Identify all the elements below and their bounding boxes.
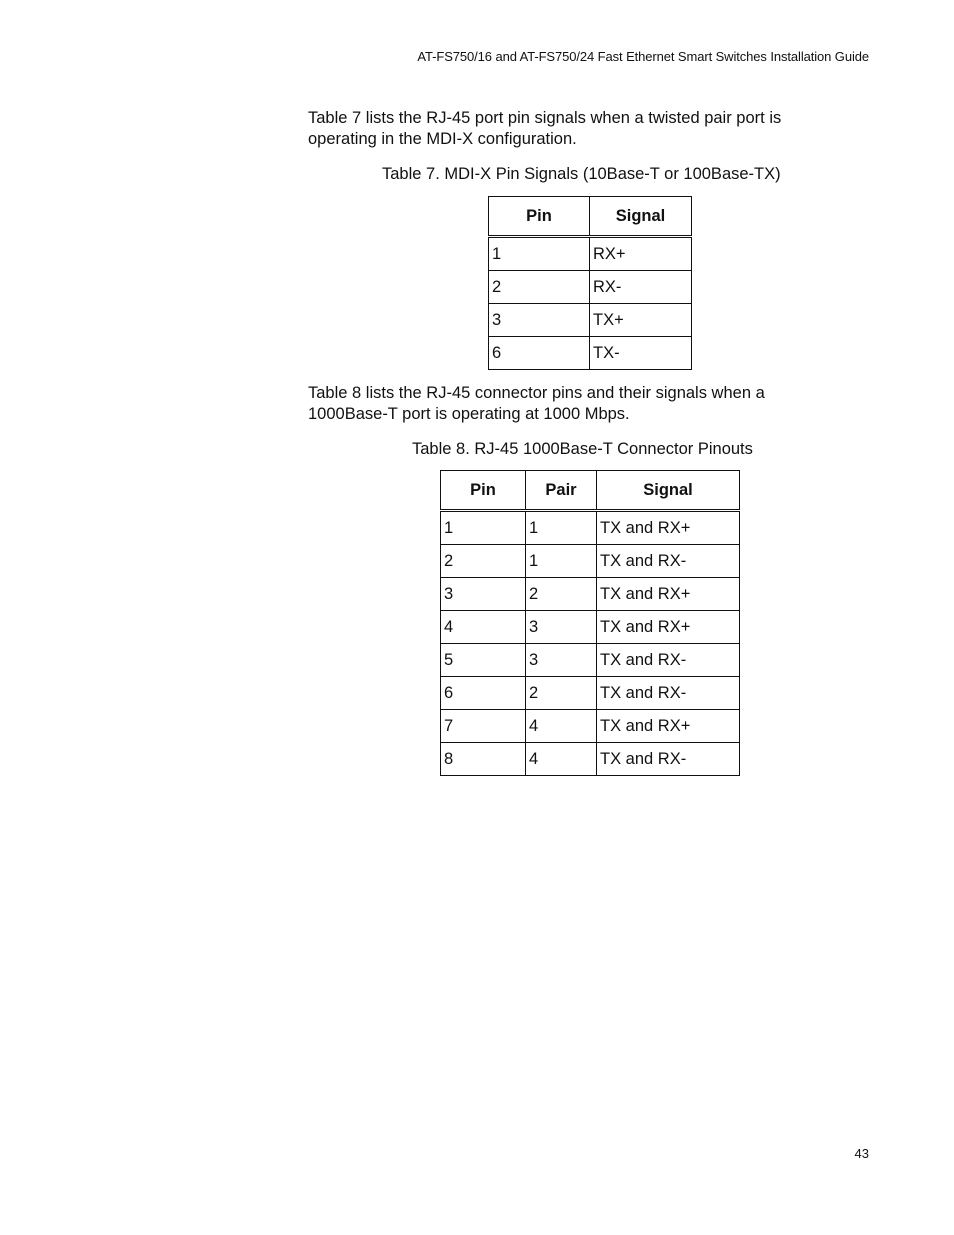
table7-cell-signal: RX- [590,271,692,304]
table8-cell-signal: TX and RX- [597,545,740,578]
page-number: 43 [854,1146,869,1161]
table8-header-pair: Pair [526,471,597,511]
table8-cell-signal: TX and RX- [597,644,740,677]
table8-header-signal: Signal [597,471,740,511]
table-row [489,237,692,271]
table8-cell-signal: TX and RX+ [597,578,740,611]
table8-cell-pin: 1 [441,511,526,545]
table8-cell-pair: 2 [526,677,597,710]
table7-cell-signal: RX+ [590,237,692,271]
table7-cell-pin: 6 [489,337,590,370]
table8-caption: Table 8. RJ-45 1000Base-T Connector Pinouts [412,440,753,458]
table7-cell-pin: 2 [489,271,590,304]
table-row [489,304,692,337]
table8-header-pin: Pin [441,471,526,511]
table8-cell-pin: 7 [441,710,526,743]
table8-cell-pair: 4 [526,743,597,776]
table8-cell-pair: 3 [526,644,597,677]
intro-paragraph-table7: Table 7 lists the RJ-45 port pin signals when a twisted pair port is operating in the MDI-X configuration. [308,109,782,148]
table-row [441,743,740,776]
table8-cell-signal: TX and RX- [597,743,740,776]
table8-cell-pair: 1 [526,511,597,545]
table8-cell-pin: 2 [441,545,526,578]
table-row [441,644,740,677]
table-row [441,578,740,611]
table7-caption: Table 7. MDI-X Pin Signals (10Base-T or 100Base-TX) [382,165,781,183]
table-row [489,337,692,370]
table8-cell-pin: 3 [441,578,526,611]
table8-cell-pin: 4 [441,611,526,644]
table8-cell-signal: TX and RX+ [597,511,740,545]
table-row [441,677,740,710]
table8-cell-pair: 4 [526,710,597,743]
table8-cell-signal: TX and RX- [597,677,740,710]
table7-mdi-x-pin-signals [488,196,692,370]
table-row [441,611,740,644]
running-header: AT-FS750/16 and AT-FS750/24 Fast Ethernet Smart Switches Installation Guide [417,49,869,64]
table-row [441,545,740,578]
table-row [441,511,740,545]
table-row [489,271,692,304]
table-row [441,710,740,743]
table8-cell-pair: 2 [526,578,597,611]
table8-cell-pin: 8 [441,743,526,776]
table7-cell-signal: TX- [590,337,692,370]
table8-cell-pair: 3 [526,611,597,644]
table7-cell-pin: 3 [489,304,590,337]
table8-cell-signal: TX and RX+ [597,710,740,743]
table8-connector-pinouts [440,470,740,776]
table7-cell-signal: TX+ [590,304,692,337]
table7-header-pin: Pin [489,197,590,237]
table7-header-signal: Signal [590,197,692,237]
table8-cell-pin: 5 [441,644,526,677]
table8-cell-pair: 1 [526,545,597,578]
intro-paragraph-table8: Table 8 lists the RJ-45 connector pins and their signals when a 1000Base-T port is operating at 1000 Mbps. [308,384,765,423]
table8-cell-signal: TX and RX+ [597,611,740,644]
table7-cell-pin: 1 [489,237,590,271]
table8-cell-pin: 6 [441,677,526,710]
